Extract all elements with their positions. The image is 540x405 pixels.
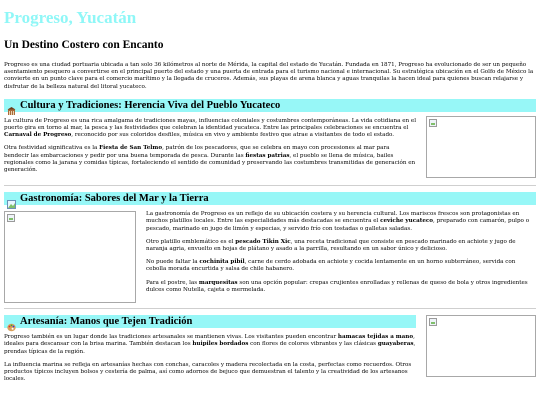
crafts-row [4,315,536,389]
broken-image-icon [429,119,437,127]
section-header-culture [4,99,536,112]
food-text [146,211,536,303]
food-paragraph-1: La gastronomía de Progreso es un reflejo de su ubicación costera y su herencia cultural. Los mariscos frescos son protagonistas en muchos platillos locales. Entre las especialidades más destacadas se encuentra el ceviche yucateco, preparado con camarón, pulpo o pescado, marinado en jugo de limón y especias, y servido frío con tostadas o galletas saladas. [146,211,530,232]
divider [4,185,536,186]
building-icon [7,101,16,110]
broken-image-icon [7,214,15,222]
section-heading-culture: Cultura y Tradiciones: Herencia Viva del Pueblo Yucateco [20,99,281,111]
culture-text [4,118,416,180]
culture-paragraph-1: La cultura de Progreso es una rica amalgama de tradiciones mayas, influencias coloniales y costumbres contemporáneas. La vida cotidiana en el puerto gira en torno al mar, la pesca y las festividades que celebran la identidad yucateca. Entre las principales celebraciones se encuentra el Carnaval de Progreso, reconocido por sus coloridos desfiles, música en vivo y ambiente festivo que atrae a visitantes de todo el estado. [4,117,417,139]
crafts-paragraph-1: Progreso también es un lugar donde las tradiciones artesanales se mantienen vivas. Los visitantes pueden encontrar hamacas tejidas a mano, ideales para descansar con la brisa marina. También destacan los huipiles bordados con flores de colores vibrantes y las clásicas guayaberas, prendas típicas de la región. [4,334,416,355]
food-row [4,211,536,303]
crafts-text [4,315,416,389]
food-paragraph-3: No puede faltar la cochinita pibil, carne de cerdo adobada en achiote y cocida lentamente en un horno subterráneo, servida con cebolla morada encurtida y salsa de chile habanero. [146,259,516,273]
section-heading-crafts: Artesanía: Manos que Tejen Tradición [20,316,193,328]
palette-icon [7,317,16,326]
food-image [4,211,136,303]
culture-image [426,116,536,178]
crafts-image [426,315,536,377]
intro-paragraph: Progreso es una ciudad portuaria ubicada a tan solo 36 kilómetros al norte de Mérida, la capital del estado de Yucatán. Fundada en 1871, Progreso ha evolucionado de ser un pequeño asentamiento pesquero a convertirse en el principal puerto del estado y una puerta de entrada para el turismo nacional e internacional. Su estratégica ubicación en el Golfo de México la convierte en un punto clave para el comercio marítimo y la llegada de cruceros. Además, sus playas de arena blanca y aguas tranquilas la hacen ideal para quienes buscan relajarse y disfrutar de la belleza natural del litoral yucateco. [4,62,534,90]
section-header-crafts [4,315,416,328]
page-subtitle: Un Destino Costero con Encanto [4,39,164,51]
section-header-food [4,192,536,205]
section-heading-food: Gastronomía: Sabores del Mar y la Tierra [20,193,209,205]
divider [4,308,536,309]
crafts-paragraph-2: La influencia marina se refleja en artesanías hechas con conchas, caracoles y madera recolectada en la costa, perfectas como recuerdos. Otros productos típicos incluyen bolsos y cestería de palma, así como adornos de bejuco que demuestran el talento y la creatividad de los artesanos locales. [4,361,412,383]
page-title: Progreso, Yucatán [4,8,137,27]
culture-row [4,118,536,180]
culture-paragraph-2: Otra festividad significativa es la Fiesta de San Telmo, patrón de los pescadores, que se celebra en mayo con procesiones al mar para bendecir las embarcaciones y pedir por una buena temporada de pesca. Durante las fiestas patrias, el pueblo se llena de música, bailes regionales como la jarana y comidas típicas, fortaleciendo el sentido de comunidad y preservando las costumbres transmitidas de generación en generación. [4,145,416,174]
broken-image-icon [429,318,437,326]
food-paragraph-4: Para el postre, las marquesitas son una opción popular: crepas crujientes enrolladas y rellenas de queso de bola y otros ingredientes dulces como Nutella, cajeta o mermelada. [146,279,528,293]
image-icon [7,194,16,203]
food-paragraph-2: Otro platillo emblemático es el pescado Tikin Xic, una receta tradicional que consiste en pescado marinado en achiote y jugo de naranja agria, envuelto en hojas de plátano y asado a la parrilla, resultando en un sabor único y delicioso. [146,238,516,253]
